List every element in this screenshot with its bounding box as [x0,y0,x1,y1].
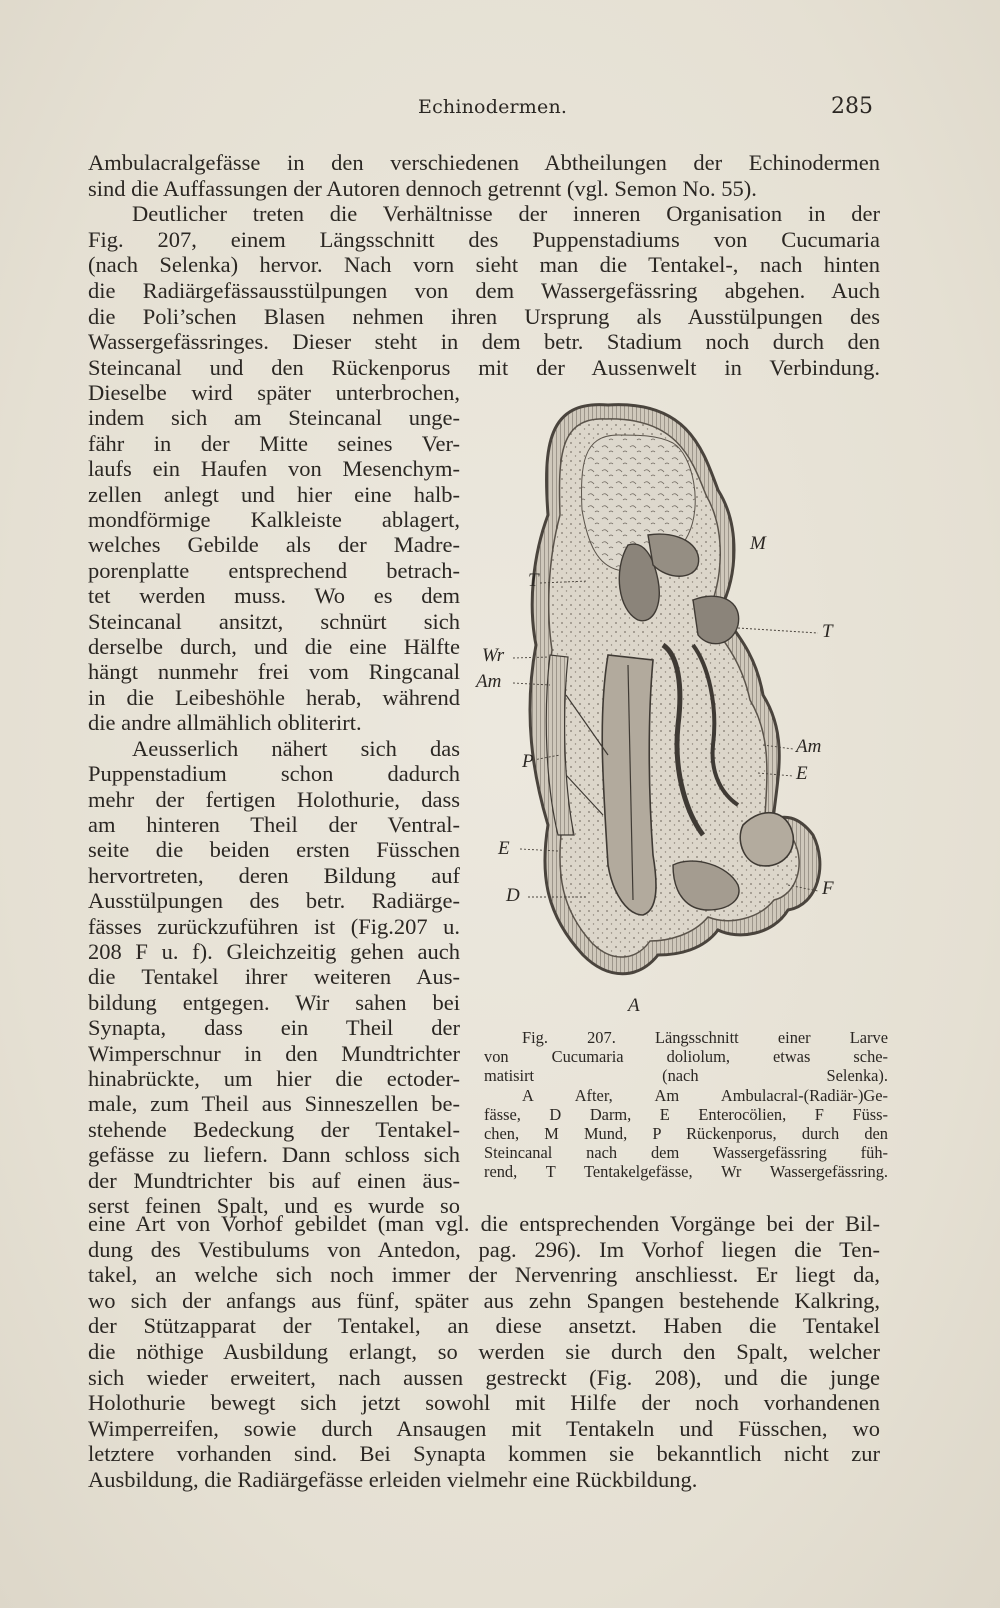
caption-line: matisirt (nach Selenka). [484,1066,888,1086]
text-line: die andre allmählich obliterirt. [88,710,362,736]
text-line: hinabrückte, um hier die ectoder- [88,1065,460,1091]
larva-illustration [488,395,888,1025]
text-line: Ausbildung, die Radiärgefässe erleiden vielmehr eine Rückbildung. [88,1466,698,1492]
label-D: D [506,885,520,906]
label-E-right: E [796,763,808,784]
text-line: hervortreten, deren Bildung auf [88,862,460,888]
caption-line: von Cucumaria doliolum, etwas sche- [484,1047,888,1067]
caption-line: A After, Am Ambulacral-(Radiär-)Ge- [522,1085,888,1105]
caption-line: Steincanal nach dem Wassergefässring füh- [484,1143,888,1163]
text-line: die nöthige Ausbildung erlangt, so werden sie durch den Spalt, welcher [88,1338,880,1364]
text-line: indem sich am Steincanal unge- [88,405,460,431]
text-line: Deutlicher treten die Verhältnisse der inneren Organisation in der [132,201,880,227]
podium [740,813,793,866]
text-line: porenplatte entsprechend betrach- [88,557,460,583]
text-line: wo sich der anfangs aus fünf, später aus zehn Spangen bestehende Kalkring, [88,1287,880,1313]
text-line: Fig. 207, einem Längsschnitt des Puppenstadiums von Cucumaria [88,226,880,252]
text-line: stehende Bedeckung der Tentakel- [88,1116,460,1142]
label-T-right: T [822,621,833,642]
page-number: 285 [831,94,873,119]
label-Am-left: Am [476,671,502,692]
text-line: gefässe zu liefern. Dann schloss sich [88,1142,460,1168]
text-line: letztere vorhanden sind. Bei Synapta kommen sie bekanntlich nicht zur [88,1441,880,1467]
caption-line: Fig. 207. Längsschnitt einer Larve [522,1028,888,1047]
figure-207 [476,395,888,1025]
label-Wr: Wr [482,645,505,666]
text-line: die Radiärgefässausstülpungen von dem Wassergefässring abgehen. Auch [88,277,880,303]
text-line: zellen anlegt und hier eine halb- [88,481,460,507]
text-line: die Poli’schen Blasen nehmen ihren Ursprung als Ausstülpungen des [88,303,880,329]
text-line: Steincanal ansitzt, schnürt sich [88,608,460,634]
text-line: sind die Auffassungen der Autoren dennoch getrennt (vgl. Semon No. 55). [88,175,757,201]
caption-line: fässe, D Darm, E Enterocölien, F Füss- [484,1104,888,1124]
text-line: welches Gebilde als der Madre- [88,532,460,558]
left-column-text [88,380,460,1218]
text-line: Ambulacralgefässe in den verschiedenen Abtheilungen der Echinodermen [88,150,880,175]
caption-line: rend, T Tentakelgefässe, Wr Wassergefässring. [484,1162,888,1182]
text-line: serst feinen Spalt, und es wurde so [88,1193,460,1218]
text-line: der Stützapparat der Tentakel, an diese ansetzt. Haben die Tentakel [88,1313,880,1339]
bottom-paragraph [88,1211,880,1493]
label-Am-right: Am [796,736,822,757]
text-line: Steincanal und den Rückenporus mit der Aussenwelt in Verbindung. [88,354,880,380]
text-line: der Mundtrichter bis auf einen äus- [88,1167,460,1193]
label-M: M [750,533,766,554]
figure-caption [484,1028,888,1182]
text-line: Dieselbe wird später unterbrochen, [88,380,460,405]
text-line: dung des Vestibulums von Antedon, pag. 296). Im Vorhof liegen die Ten- [88,1236,880,1262]
text-line: Wimperschnur in den Mundtrichter [88,1040,460,1066]
text-line: fässes zurückzuführen ist (Fig.207 u. [88,913,460,939]
running-header [88,96,873,128]
text-line: Ausstülpungen des betr. Radiärge- [88,888,460,914]
label-E-left: E [498,838,510,859]
text-line: laufs ein Haufen von Mesenchym- [88,456,460,482]
text-line: die Tentakel ihrer weiteren Aus- [88,964,460,990]
tentacle-vessel [693,596,739,644]
text-line: am hinteren Theil der Ventral- [88,811,460,837]
label-P: P [522,751,534,772]
text-line: Wassergefässringes. Dieser steht in dem betr. Stadium noch durch den [88,329,880,355]
text-line: takel, an welche sich noch immer der Nervenring anschliesst. Er liegt da, [88,1262,880,1288]
text-line: 208 F u. f). Gleichzeitig gehen auch [88,938,460,964]
text-line: Synapta, dass ein Theil der [88,1015,460,1041]
text-line: mehr der fertigen Holothurie, dass [88,786,460,812]
label-T-left: T [528,570,539,591]
running-title: Echinodermen. [418,96,568,118]
label-A: A [628,995,640,1016]
text-line: sich wieder erweitert, nach aussen gestreckt (Fig. 208), und die junge [88,1364,880,1390]
text-line: hängt nunmehr frei vom Ringcanal [88,659,460,685]
text-line: in die Leibeshöhle herab, während [88,684,460,710]
text-line: Wimperreifen, sowie durch Ansaugen mit Tentakeln und Füsschen, wo [88,1415,880,1441]
label-F: F [822,878,834,899]
text-line: fähr in der Mitte seines Ver- [88,430,460,456]
text-line: seite die beiden ersten Füsschen [88,837,460,863]
text-line: Aeusserlich nähert sich das [132,735,460,761]
text-line: derselbe durch, und die eine Hälfte [88,634,460,660]
caption-line: chen, M Mund, P Rückenporus, durch den [484,1124,888,1144]
text-line: mondförmige Kalkleiste ablagert, [88,507,460,533]
text-line: eine Art von Vorhof gebildet (man vgl. die entsprechenden Vorgänge bei der Bil- [88,1211,880,1236]
text-line: male, zum Theil aus Sinneszellen be- [88,1091,460,1117]
text-line: Puppenstadium schon dadurch [88,761,460,787]
top-paragraphs [88,150,880,380]
text-line: (nach Selenka) hervor. Nach vorn sieht man die Tentakel-, nach hinten [88,252,880,278]
text-line: Holothurie bewegt sich jetzt sowohl mit Hilfe der noch vorhandenen [88,1390,880,1416]
text-line: tet werden muss. Wo es dem [88,583,460,609]
text-line: bildung entgegen. Wir sahen bei [88,989,460,1015]
